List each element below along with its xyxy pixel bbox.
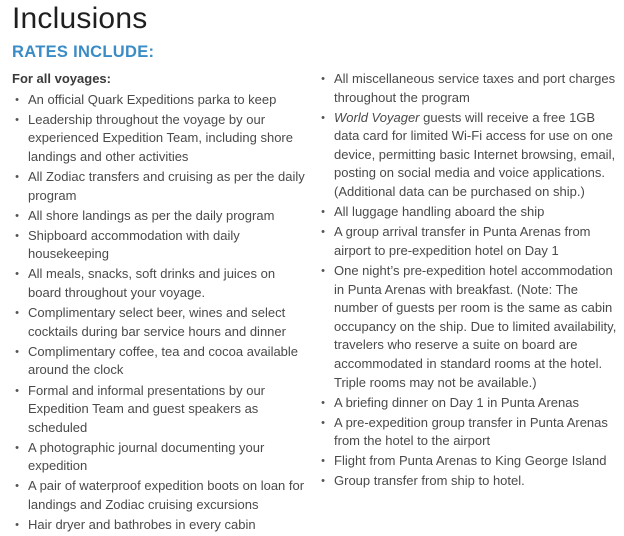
- list-item: • Complimentary coffee, tea and cocoa available around the clock: [12, 343, 310, 380]
- list-item: • An official Quark Expeditions parka to keep: [12, 91, 310, 110]
- list-item: • Complimentary select beer, wines and select cocktails during bar service hours and dinner: [12, 304, 310, 341]
- list-item: • A briefing dinner on Day 1 in Punta Arenas: [318, 394, 618, 413]
- list-item: • All Zodiac transfers and cruising as per the daily program: [12, 168, 310, 205]
- bullet-icon: •: [321, 111, 325, 124]
- list-item: • A photographic journal documenting your expedition: [12, 439, 310, 476]
- list-item: • A pair of waterproof expedition boots on loan for landings and Zodiac cruising excursions: [12, 477, 310, 514]
- bullet-icon: •: [321, 226, 325, 239]
- bullet-icon: •: [15, 441, 19, 454]
- list-item: • A pre-expedition group transfer in Punta Arenas from the hotel to the airport: [318, 414, 618, 451]
- bullet-icon: •: [15, 480, 19, 493]
- list-item: • Hair dryer and bathrobes in every cabin: [12, 516, 310, 535]
- inclusions-list-right: [318, 70, 618, 491]
- bullet-icon: •: [15, 345, 19, 358]
- list-item: • Group transfer from ship to hotel.: [318, 472, 618, 491]
- list-item: • Shipboard accommodation with daily housekeeping: [12, 227, 310, 264]
- list-item: • Leadership throughout the voyage by our experienced Expedition Team, including shore landings and other activities: [12, 111, 310, 167]
- bullet-icon: •: [15, 519, 19, 532]
- list-item: • All miscellaneous service taxes and port charges throughout the program: [318, 70, 618, 107]
- bullet-icon: •: [15, 113, 19, 126]
- inclusions-list-left: [12, 91, 310, 535]
- bullet-icon: •: [15, 229, 19, 242]
- bullet-icon: •: [321, 264, 325, 277]
- ship-name: World Voyager: [334, 109, 420, 125]
- rates-include-heading: RATES INCLUDE:: [12, 43, 155, 61]
- list-item: • Formal and informal presentations by our Expedition Team and guest speakers as scheduled: [12, 382, 310, 438]
- list-item: • World Voyager guests will receive a free 1GB data card for limited Wi-Fi access for use on one device, permitting basic Internet browsing, email, posting on social media and voice applications. (Additional data can be purchased on ship.): [318, 109, 618, 202]
- page-title: Inclusions: [12, 2, 148, 35]
- bullet-icon: •: [321, 206, 325, 219]
- bullet-icon: •: [15, 307, 19, 320]
- bullet-icon: •: [321, 396, 325, 409]
- right-column: [318, 70, 618, 493]
- bullet-icon: •: [15, 93, 19, 106]
- list-item: • One night’s pre-expedition hotel accommodation in Punta Arenas with breakfast. (Note: The number of guests per room is the same as cabin occupancy on the ship. Due to limited availability, travelers who reserve a suite on board are accommodated in standard rooms at the hotel. Triple rooms may not be available.): [318, 262, 618, 392]
- bullet-icon: •: [15, 209, 19, 222]
- bullet-icon: •: [321, 455, 325, 468]
- list-item: • A group arrival transfer in Punta Arenas from airport to pre-expedition hotel on Day 1: [318, 223, 618, 260]
- bullet-icon: •: [15, 268, 19, 281]
- bullet-icon: •: [15, 384, 19, 397]
- list-item: • All luggage handling aboard the ship: [318, 203, 618, 222]
- list-item: • All meals, snacks, soft drinks and juices on board throughout your voyage.: [12, 265, 310, 302]
- list-item: • All shore landings as per the daily program: [12, 207, 310, 226]
- bullet-icon: •: [321, 416, 325, 429]
- for-all-voyages-label: For all voyages:: [12, 71, 111, 86]
- bullet-icon: •: [15, 170, 19, 183]
- list-item: • Flight from Punta Arenas to King George Island: [318, 452, 618, 471]
- bullet-icon: •: [321, 475, 325, 488]
- bullet-icon: •: [321, 73, 325, 85]
- left-column: [12, 70, 310, 536]
